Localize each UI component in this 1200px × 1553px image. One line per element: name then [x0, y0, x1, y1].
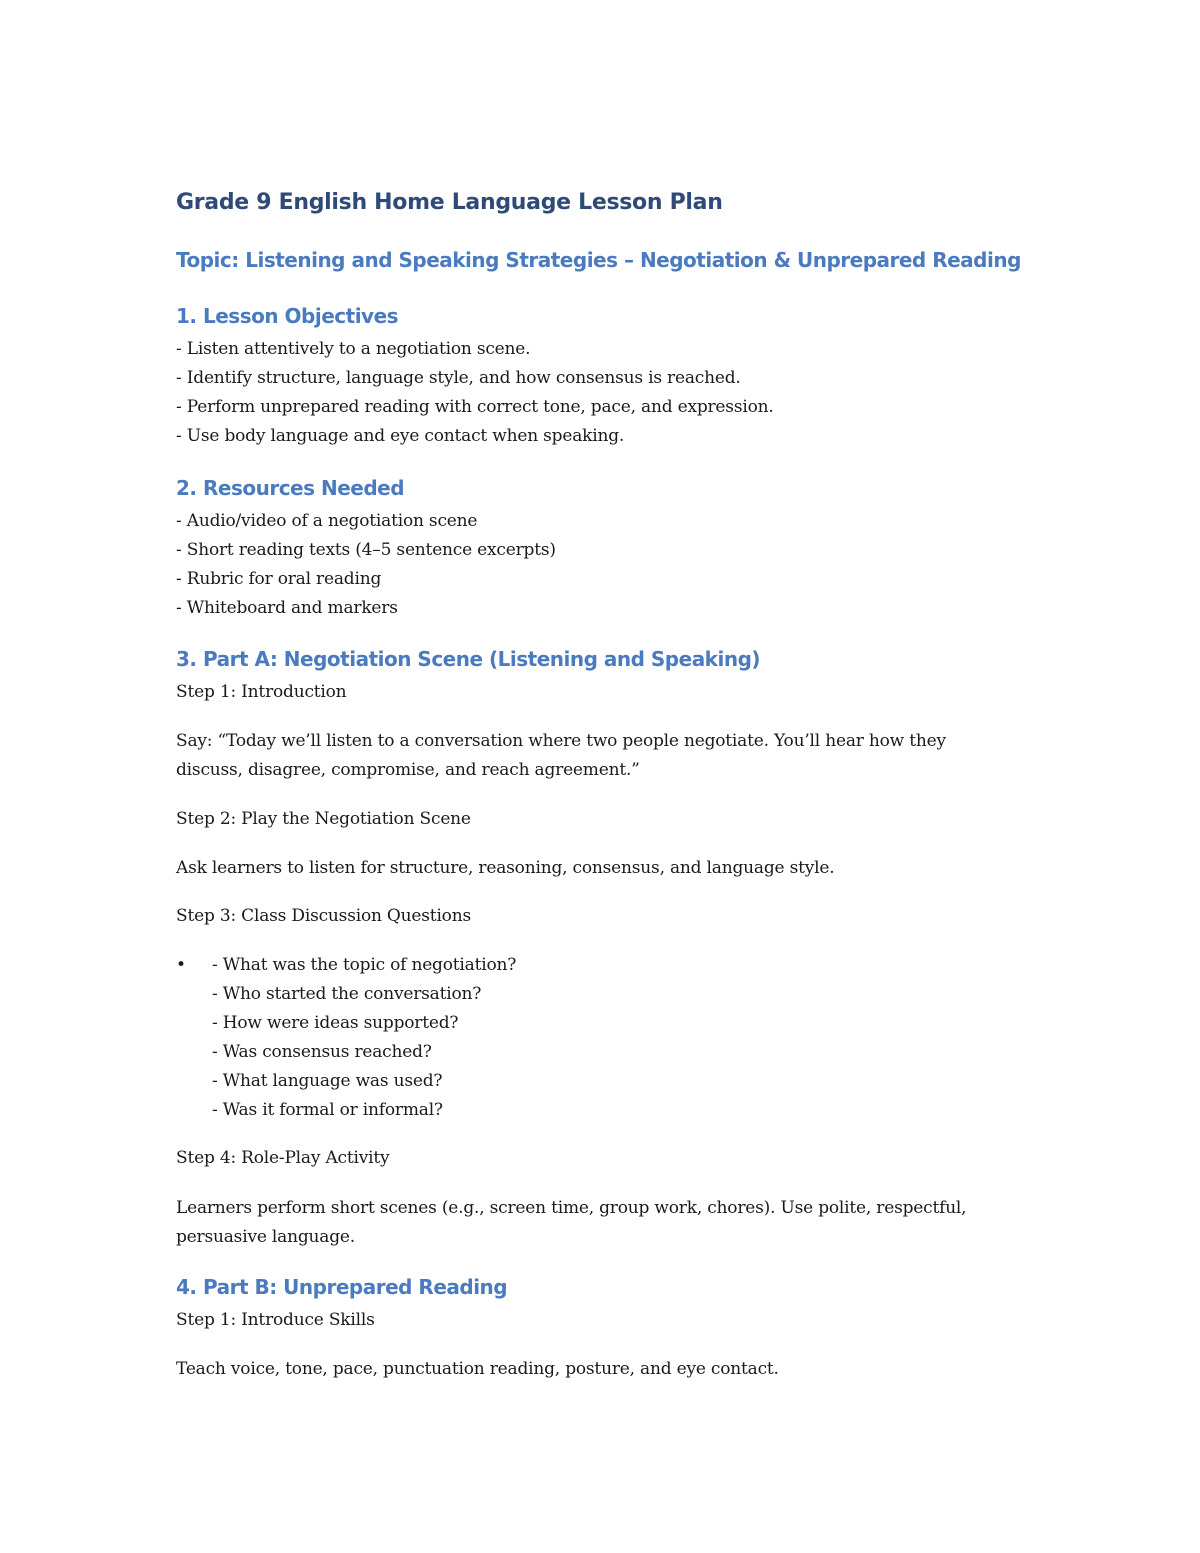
question-item: - Was it formal or informal?: [212, 1100, 443, 1120]
part-a-step-2: Step 2: Play the Negotiation Scene: [176, 809, 471, 829]
resource-item: - Rubric for oral reading: [176, 569, 382, 589]
part-b-step-1: Step 1: Introduce Skills: [176, 1310, 375, 1330]
question-item: - Was consensus reached?: [212, 1042, 432, 1062]
objective-item: - Perform unprepared reading with correct tone, pace, and expression.: [176, 397, 774, 417]
topic-heading: Topic: Listening and Speaking Strategies – Negotiation & Unprepared Reading: [176, 248, 1021, 272]
bullet-icon: •: [176, 955, 187, 975]
document-title: Grade 9 English Home Language Lesson Plan: [176, 190, 723, 215]
part-a-roleplay-line-1: Learners perform short scenes (e.g., screen time, group work, chores). Use polite, respectful,: [176, 1198, 967, 1218]
part-a-heading: 3. Part A: Negotiation Scene (Listening and Speaking): [176, 647, 761, 671]
part-a-step-3: Step 3: Class Discussion Questions: [176, 906, 471, 926]
question-item: - How were ideas supported?: [212, 1013, 459, 1033]
part-b-heading: 4. Part B: Unprepared Reading: [176, 1275, 508, 1299]
resource-item: - Whiteboard and markers: [176, 598, 398, 618]
part-a-ask: Ask learners to listen for structure, reasoning, consensus, and language style.: [176, 858, 835, 878]
objective-item: - Listen attentively to a negotiation scene.: [176, 339, 531, 359]
resource-item: - Short reading texts (4–5 sentence excerpts): [176, 540, 556, 560]
part-a-say-line-2: discuss, disagree, compromise, and reach agreement.”: [176, 760, 640, 780]
objective-item: - Identify structure, language style, and how consensus is reached.: [176, 368, 741, 388]
part-a-step-4: Step 4: Role-Play Activity: [176, 1148, 390, 1168]
objectives-heading: 1. Lesson Objectives: [176, 304, 399, 328]
question-item: - Who started the conversation?: [212, 984, 482, 1004]
part-a-step-1: Step 1: Introduction: [176, 682, 347, 702]
question-item: - What was the topic of negotiation?: [212, 955, 517, 975]
resources-heading: 2. Resources Needed: [176, 476, 405, 500]
part-b-teach: Teach voice, tone, pace, punctuation reading, posture, and eye contact.: [176, 1359, 779, 1379]
part-a-say-line-1: Say: “Today we’ll listen to a conversation where two people negotiate. You’ll hear how they: [176, 731, 946, 751]
objective-item: - Use body language and eye contact when speaking.: [176, 426, 625, 446]
part-a-roleplay-line-2: persuasive language.: [176, 1227, 355, 1247]
question-item: - What language was used?: [212, 1071, 443, 1091]
resource-item: - Audio/video of a negotiation scene: [176, 511, 478, 531]
